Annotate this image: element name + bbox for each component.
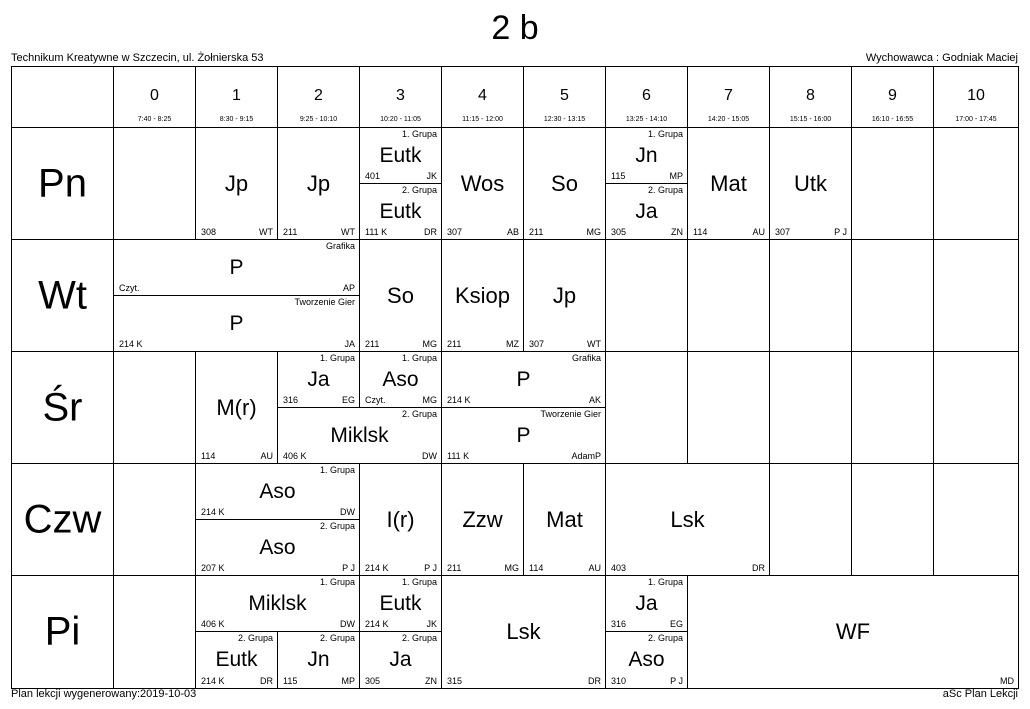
lesson-teacher: DW [340,619,355,629]
lesson-teacher: ZN [671,227,683,237]
lesson-room: 111 K [447,451,470,461]
lesson-room: 214 K [447,395,471,405]
lesson-room: 403 [611,563,627,573]
lesson-teacher: MG [422,339,437,349]
lesson-cell[interactable] [196,352,278,464]
lesson-subject: Eutk [379,143,422,167]
lesson-teacher: AU [752,227,765,237]
lesson-room: 305 [365,676,381,686]
lesson-room: 310 [611,676,627,686]
lesson-teacher: P J [670,676,683,686]
lesson-cell[interactable] [360,128,442,184]
lesson-subject: Aso [259,479,296,503]
lesson-room: 214 K [119,339,143,349]
lesson-subject: Jp [224,170,249,196]
empty-slot [770,464,852,576]
lesson-cell[interactable] [442,576,606,688]
lesson-group: 1. Grupa [319,465,355,475]
lesson-room: 115 [611,171,626,181]
lesson-teacher: AU [588,563,601,573]
lesson-room: 401 [365,171,381,181]
lesson-room: 211 [529,227,544,237]
lesson-subject: Mat [710,170,747,196]
lesson-cell[interactable] [688,128,770,240]
lesson-room: 305 [611,227,627,237]
lesson-subject: Aso [628,648,665,671]
empty-slot [688,352,770,464]
lesson-subject: Mat [546,506,583,532]
lesson-teacher: AU [260,451,273,461]
lesson-teacher: P J [424,563,437,573]
period-number: 2 [314,87,323,104]
period-number: 4 [478,87,487,104]
lesson-group: 2. Grupa [319,521,355,531]
lesson-cell[interactable] [196,632,278,688]
lesson-teacher: JA [344,339,355,349]
lesson-teacher: MG [586,227,601,237]
homeroom-teacher: Wychowawca : Godniak Maciej [865,52,1018,64]
lesson-subject: Jp [306,170,331,196]
lesson-cell[interactable] [442,408,606,464]
day-label-cell [12,352,114,464]
lesson-room: 114 [201,451,216,461]
day-label: Śr [42,385,83,429]
lesson-teacher: AB [506,227,519,237]
period-time: 15:15 - 16:00 [789,116,832,123]
lesson-teacher: JK [426,619,437,629]
day-label: Pn [38,161,87,205]
lesson-cell[interactable] [114,240,360,296]
lesson-teacher: MZ [506,339,519,349]
lesson-teacher: DR [752,563,765,573]
day-label-cell [12,576,114,688]
period-header [606,67,688,128]
lesson-subject: Ja [307,367,330,391]
period-time: 9:25 - 10:10 [299,116,338,123]
period-header [442,67,524,128]
empty-slot [688,240,770,352]
lesson-room: 211 [447,339,462,349]
lesson-room: 315 [447,676,463,686]
lesson-group: 1. Grupa [647,577,683,587]
empty-slot [606,352,688,464]
period-number: 9 [888,87,897,104]
lesson-teacher: MG [422,395,437,405]
lesson-cell[interactable] [442,128,524,240]
lesson-room: 308 [201,227,217,237]
app-name: aSc Plan Lekcji [942,688,1018,700]
period-header [196,67,278,128]
lesson-subject: Utk [794,170,827,196]
lesson-subject: P [229,311,244,335]
day-label-cell [12,240,114,352]
empty-slot [852,352,934,464]
lesson-cell[interactable] [688,576,1018,688]
lesson-teacher: MG [504,563,519,573]
lesson-cell[interactable] [442,240,524,352]
lesson-cell[interactable] [360,632,442,688]
lesson-subject: Eutk [379,199,422,223]
lesson-group: 2. Grupa [237,633,273,643]
period-number: 3 [396,87,405,104]
lesson-subject: So [387,282,414,308]
lesson-teacher: AP [342,283,355,293]
lesson-room: 406 K [283,451,307,461]
lesson-subject: P [516,423,531,447]
corner-cell [12,67,114,128]
lesson-cell[interactable] [278,128,360,240]
lesson-room: 406 K [201,619,225,629]
lesson-teacher: AK [588,395,601,405]
lesson-group: 2. Grupa [401,185,437,195]
lesson-teacher: MD [1000,676,1014,686]
period-header [278,67,360,128]
lesson-room: 307 [529,339,545,349]
empty-slot [934,240,1018,352]
lesson-subject: Miklsk [330,423,389,447]
lesson-teacher: P J [834,227,847,237]
period-time: 11:15 - 12:00 [462,116,503,123]
lesson-subject: Ja [635,591,658,615]
lesson-room: 214 K [365,619,389,629]
period-time: 8:30 - 9:15 [219,116,254,123]
lesson-cell[interactable] [360,352,442,408]
day-label-cell [12,464,114,576]
lesson-subject: Aso [382,367,419,391]
period-time: 12:30 - 13:15 [543,116,586,123]
lesson-room: 115 [283,676,298,686]
day-label: Pi [44,609,81,654]
lesson-group: 1. Grupa [401,129,437,139]
lesson-room: 114 [529,563,544,573]
lesson-room: 111 K [365,227,388,237]
lesson-group: 2. Grupa [401,633,437,643]
lesson-cell[interactable] [524,128,606,240]
lesson-subject: P [516,367,531,391]
empty-slot [114,576,196,688]
lesson-teacher: DR [588,676,601,686]
empty-slot [114,464,196,576]
period-header [688,67,770,128]
lesson-group: 1. Grupa [319,353,355,363]
period-number: 0 [150,87,159,104]
lesson-group: Tworzenie Gier [294,297,355,307]
lesson-cell[interactable] [360,184,442,240]
lesson-cell[interactable] [606,184,688,240]
lesson-group: Grafika [325,241,355,251]
lesson-teacher: WT [587,339,601,349]
lesson-teacher: EG [341,395,355,405]
period-header [114,67,196,128]
lesson-subject: So [551,170,578,196]
lesson-subject: WF [835,619,871,644]
lesson-cell[interactable] [360,576,442,632]
lesson-cell[interactable] [770,128,852,240]
period-number: 10 [967,87,985,104]
lesson-cell[interactable] [360,464,442,576]
empty-slot [852,464,934,576]
lesson-cell[interactable] [114,296,360,352]
lesson-subject: I(r) [386,506,415,532]
period-number: 5 [560,87,569,104]
school-name: Technikum Kreatywne w Szczecin, ul. Żołnierska 53 [11,52,264,64]
period-number: 8 [806,87,815,104]
lesson-cell[interactable] [442,464,524,576]
lesson-subject: Lsk [506,619,541,644]
lesson-cell[interactable] [196,464,360,520]
lesson-cell[interactable] [606,632,688,688]
lesson-subject: Jp [552,282,577,308]
timetable-grid [11,66,1019,689]
lesson-cell[interactable] [606,464,770,576]
lesson-room: 114 [693,227,708,237]
empty-slot [934,352,1018,464]
lesson-group: Tworzenie Gier [540,409,601,419]
lesson-cell[interactable] [524,464,606,576]
period-time: 16:10 - 16:55 [871,116,914,123]
lesson-room: 207 K [201,563,225,573]
day-label: Wt [38,273,87,317]
lesson-group: 2. Grupa [319,633,355,643]
empty-slot [770,352,852,464]
lesson-teacher: DR [424,227,437,237]
lesson-group: 2. Grupa [647,633,683,643]
lesson-group: 1. Grupa [401,353,437,363]
empty-slot [114,128,196,240]
lesson-group: 1. Grupa [647,129,683,139]
lesson-teacher: P J [342,563,355,573]
empty-slot [114,352,196,464]
lesson-subject: Ksiop [454,282,511,308]
period-header [360,67,442,128]
lesson-group: 1. Grupa [319,577,355,587]
lesson-cell[interactable] [278,408,442,464]
lesson-subject: Eutk [215,648,258,671]
lesson-teacher: EG [669,619,683,629]
lesson-room: 307 [447,227,463,237]
day-label-cell [12,128,114,240]
lesson-subject: Ja [635,199,658,223]
period-header [934,67,1018,128]
lesson-subject: Wos [460,170,505,196]
lesson-cell[interactable] [196,128,278,240]
lesson-room: 211 [447,563,462,573]
lesson-subject: M(r) [216,394,257,420]
lesson-room: 211 [365,339,380,349]
lesson-group: 1. Grupa [401,577,437,587]
lesson-teacher: DR [260,676,273,686]
lesson-room: 316 [611,619,627,629]
period-time: 10:20 - 11:05 [380,116,421,123]
empty-slot [606,240,688,352]
lesson-teacher: AdamP [571,451,601,461]
lesson-cell[interactable] [278,352,360,408]
lesson-subject: Lsk [670,506,705,532]
empty-slot [770,240,852,352]
class-title: 2 b [491,9,539,47]
period-time: 7:40 - 8:25 [137,116,172,123]
lesson-room: 211 [283,227,298,237]
lesson-cell[interactable] [606,128,688,184]
lesson-subject: Miklsk [248,591,307,615]
generated-date: Plan lekcji wygenerowany:2019-10-03 [11,688,197,700]
lesson-teacher: WT [341,227,355,237]
lesson-room: 307 [775,227,791,237]
period-header [524,67,606,128]
lesson-teacher: WT [259,227,273,237]
lesson-room: 316 [283,395,299,405]
lesson-teacher: JK [426,171,437,181]
period-time: 13:25 - 14:10 [625,116,668,123]
period-header [770,67,852,128]
lesson-subject: Jn [635,143,658,167]
empty-slot [852,128,934,240]
lesson-subject: P [229,255,244,279]
lesson-cell[interactable] [524,240,606,352]
lesson-group: 2. Grupa [647,185,683,195]
lesson-teacher: ZN [425,676,437,686]
lesson-room: Czyt. [365,395,386,405]
lesson-subject: Aso [259,535,296,559]
lesson-subject: Ja [389,648,412,671]
lesson-subject: Eutk [379,591,422,615]
lesson-room: Czyt. [119,283,140,293]
period-time: 14:20 - 15:05 [707,116,750,123]
lesson-group: Grafika [571,353,601,363]
lesson-teacher: MP [341,676,355,686]
period-number: 7 [724,87,733,104]
empty-slot [934,464,1018,576]
day-label: Czw [23,497,102,541]
empty-slot [934,128,1018,240]
lesson-teacher: MP [669,171,683,181]
lesson-cell[interactable] [606,576,688,632]
lesson-room: 214 K [201,676,225,686]
lesson-teacher: DW [340,507,355,517]
lesson-teacher: DW [422,451,437,461]
empty-slot [852,240,934,352]
period-number: 6 [642,87,651,104]
period-number: 1 [232,87,241,104]
period-header [852,67,934,128]
period-time: 17:00 - 17:45 [955,116,997,123]
lesson-cell[interactable] [360,240,442,352]
lesson-cell[interactable] [196,576,360,632]
lesson-cell[interactable] [442,352,606,408]
lesson-subject: Zzw [462,506,503,532]
lesson-subject: Jn [307,648,330,671]
lesson-room: 214 K [365,563,389,573]
lesson-cell[interactable] [196,520,360,576]
lesson-cell[interactable] [278,632,360,688]
lesson-group: 2. Grupa [401,409,437,419]
lesson-room: 214 K [201,507,225,517]
